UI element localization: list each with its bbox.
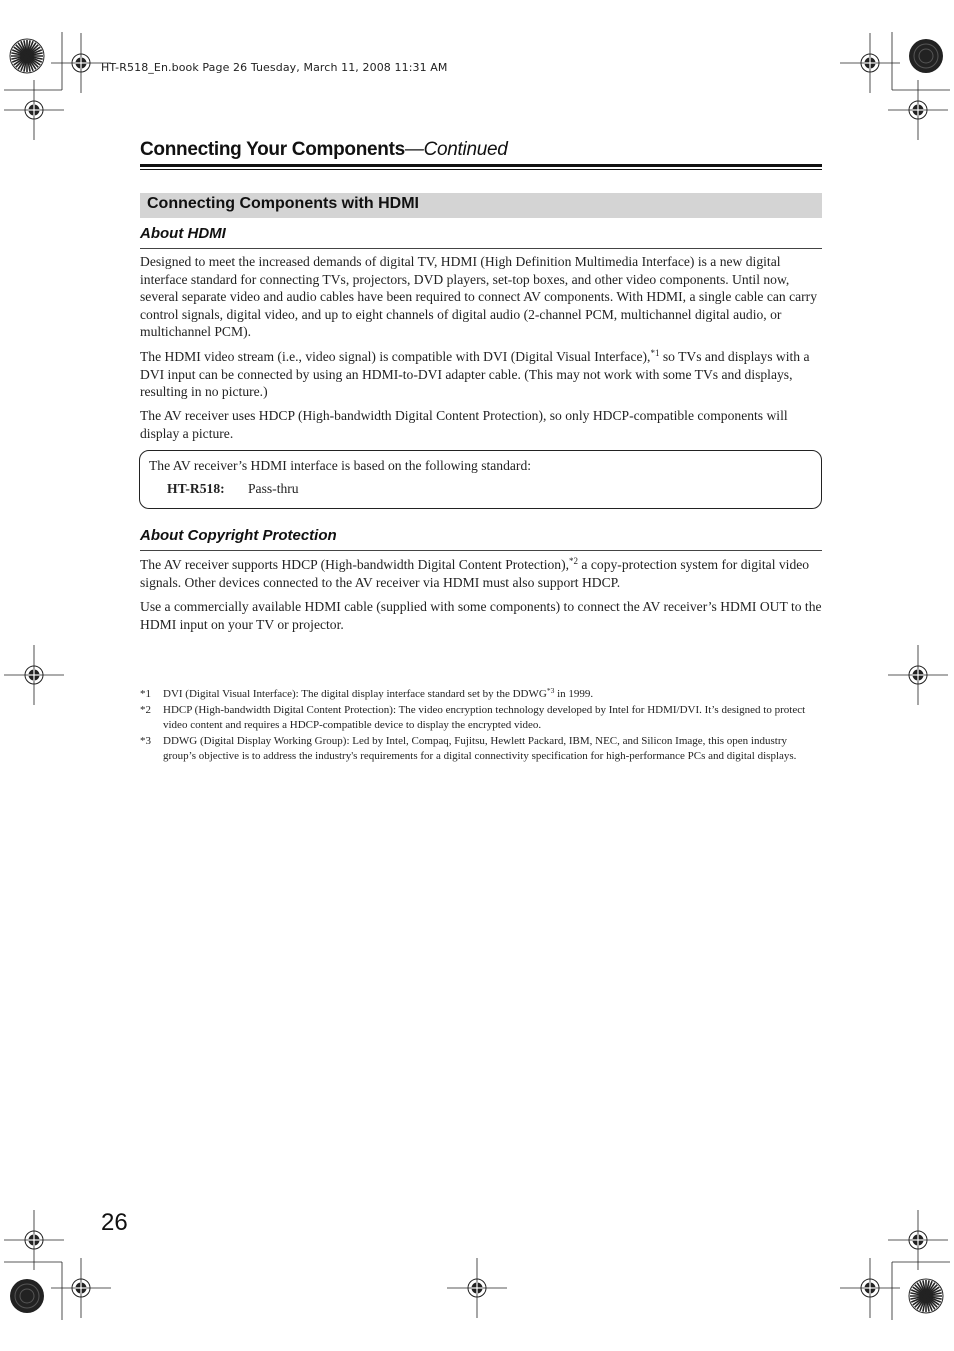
paragraph-text: a copy-protection system for digital video signals. Other devices connected to the AV receiver via HDMI must also support HDCP. <box>140 557 810 590</box>
footnote-text-part: DVI (Digital Visual Interface): The digital display interface standard set by the DDWG <box>163 688 547 700</box>
copyright-heading: About Copyright Protection <box>140 527 337 544</box>
title-rule-thick <box>140 164 822 167</box>
footnote-mark: *2 <box>140 704 151 716</box>
section-title: Connecting Components with HDMI <box>147 195 419 212</box>
about-hdmi-paragraph-1: Designed to meet the increased demands of digital TV, HDMI (High Definition Multimedia Interface) is a new digital interface standard for connecting TVs, projectors, DVD players, set-top boxes, and other video components. Until now, several separate video and audio cables have been required to connect AV components. With HDMI, a single cable can carry control signals, digital video, and up to eight channels of digital audio (2-channel PCM, multichannel digital audio, or multichannel PCM). <box>140 254 818 339</box>
paragraph-text: The AV receiver supports HDCP (High-bandwidth Digital Content Protection), <box>140 557 570 572</box>
model-value: Pass-thru <box>248 481 299 496</box>
footnote-text: HDCP (High-bandwidth Digital Content Protection): The video encryption technology developed by Intel for HDMI/DVI. It’s designed to protect video content and requires a HDCP-compatible device to display the encrypted video. <box>163 704 806 731</box>
paragraph-text: The HDMI video stream (i.e., video signal) is compatible with DVI (Digital Visual Interface), <box>140 349 651 364</box>
about-hdmi-heading: About HDMI <box>140 225 226 242</box>
footnote-ref-3: *3 <box>546 686 555 695</box>
about-hdmi-paragraph-2 <box>140 348 822 401</box>
about-hdmi-paragraph-3: The AV receiver uses HDCP (High-bandwidth Digital Content Protection), so only HDCP-compatible components will display a picture. <box>140 408 788 441</box>
footnote-2 <box>140 703 822 733</box>
footnote-text-part: in 1999. <box>554 688 594 700</box>
page-title-continued: —Continued <box>404 139 508 160</box>
footnote-text: DDWG (Digital Display Working Group): Led by Intel, Compaq, Fujitsu, Hewlett Packard, IBM, NEC, and Silicon Image, this open industry group’s objective is to address the industry's requirements for a digital connectivity specification for high-performance PCs and digital displays. <box>163 735 797 762</box>
copyright-paragraph-2: Use a commercially available HDMI cable (supplied with some components) to connect the AV receiver’s HDMI OUT to the HDMI input on your TV or projector. <box>140 599 822 632</box>
model-label: HT-R518: <box>167 481 225 496</box>
standard-note-text: The AV receiver’s HDMI interface is based on the following standard: <box>149 458 532 473</box>
footnote-1 <box>140 687 822 702</box>
footnote-mark: *1 <box>140 688 151 700</box>
footnote-mark: *3 <box>140 735 151 747</box>
footnote-text <box>163 687 822 702</box>
footnote-3 <box>140 734 822 779</box>
footnote-ref-2: *2 <box>569 556 579 566</box>
copyright-paragraph-1 <box>140 556 822 591</box>
footnote-ref-1: *1 <box>650 348 660 358</box>
about-hdmi-rule <box>140 248 822 249</box>
page-title <box>140 139 508 161</box>
paragraph-text: so TVs and displays with a DVI input can be connected by using an HDMI-to-DVI adapter cable. (This may not work with some TVs and displays, resulting in no picture.) <box>140 349 810 399</box>
print-header: HT-R518_En.book Page 26 Tuesday, March 11, 2008 11:31 AM <box>101 61 448 74</box>
page-title-main: Connecting Your Components <box>140 139 405 160</box>
copyright-rule <box>140 550 822 551</box>
title-rule-thin <box>140 169 822 170</box>
page-number: 26 <box>101 1209 128 1236</box>
